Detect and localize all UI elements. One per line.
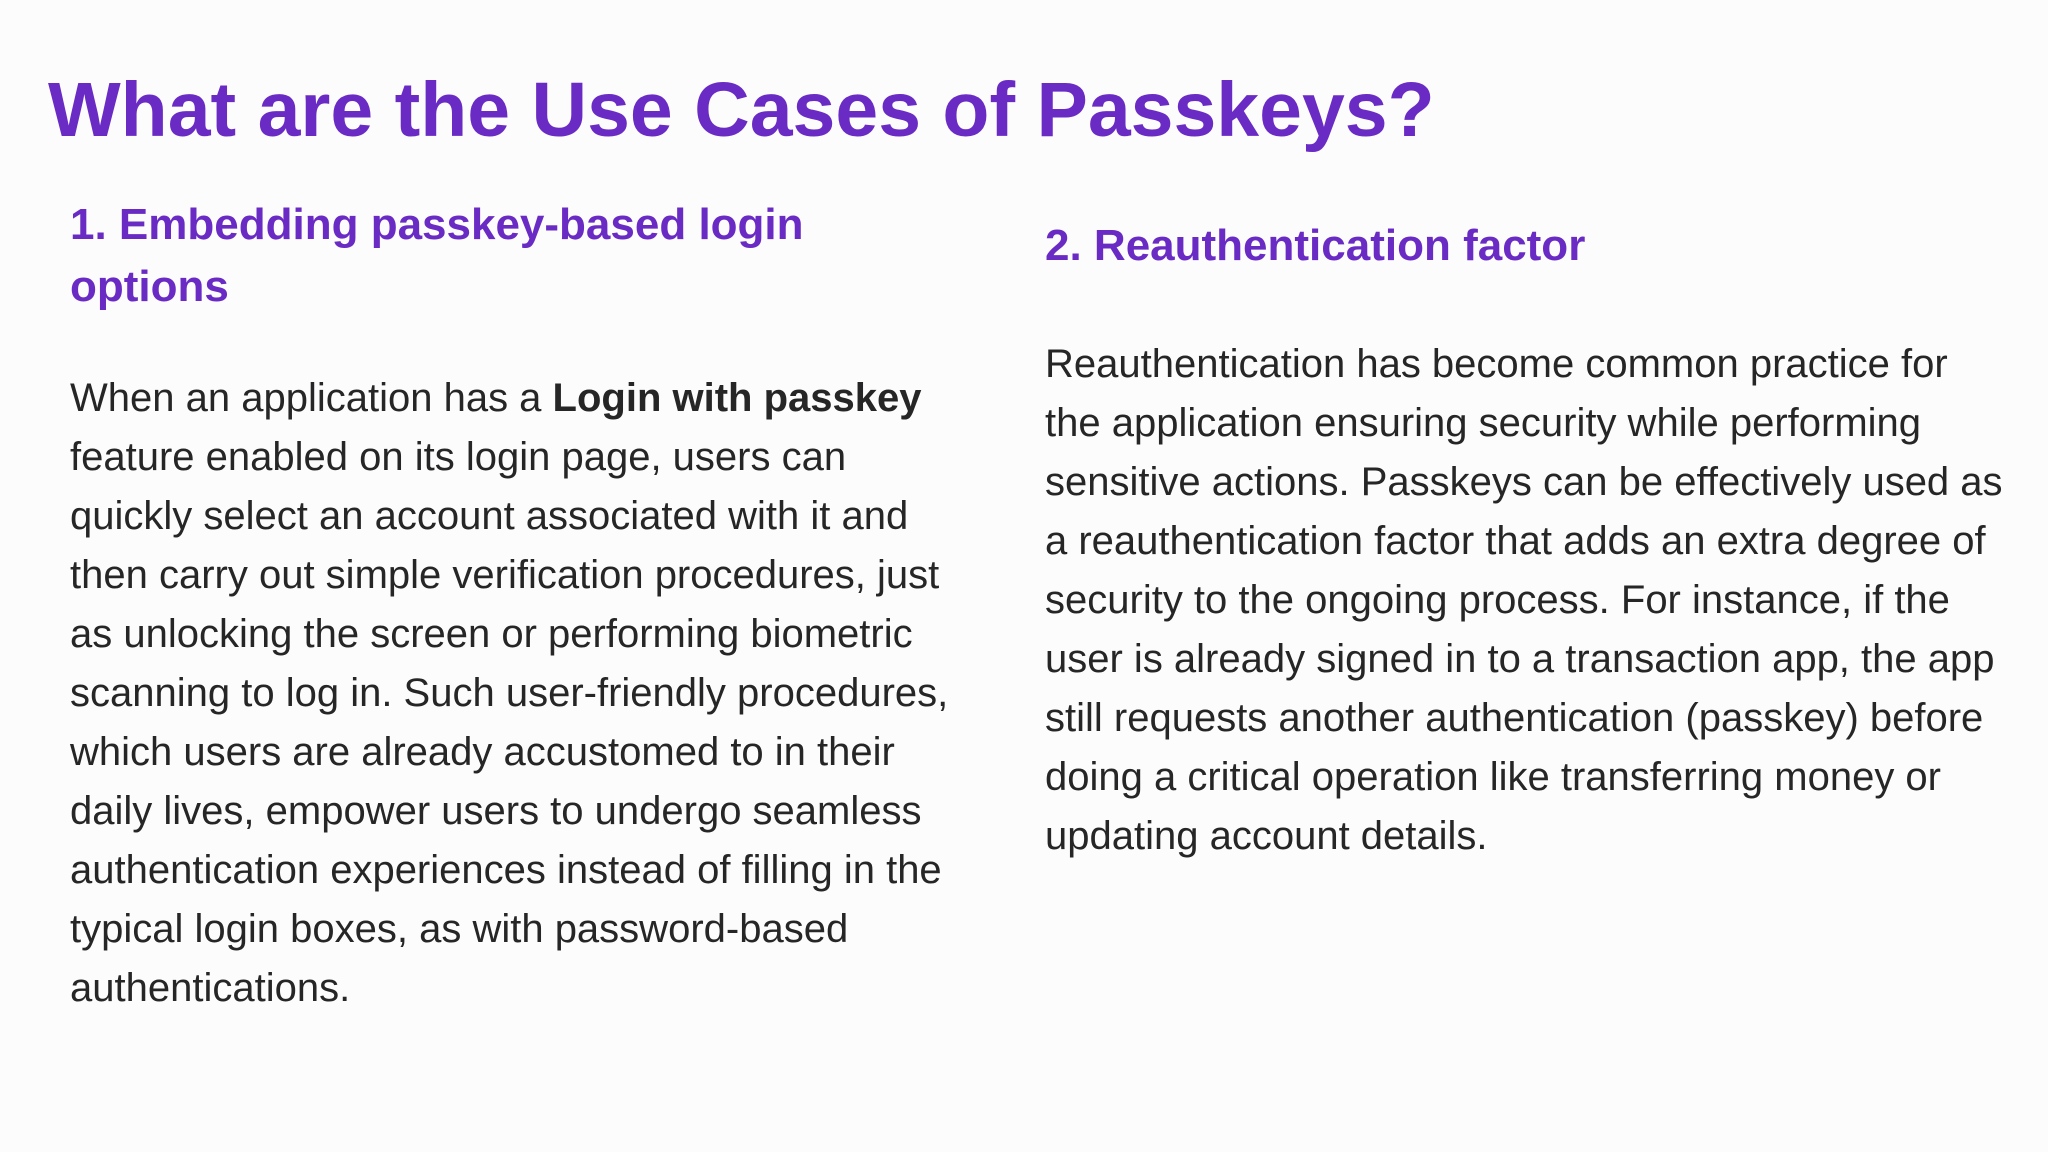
- description-intro: When an application has a: [70, 376, 553, 420]
- heading-line-2: options: [70, 262, 229, 311]
- use-case-heading: 2. Reauthentication factor: [1045, 221, 1586, 270]
- slide-title: What are the Use Cases of Passkeys?: [48, 67, 1435, 153]
- use-case-description: [70, 369, 950, 1018]
- description-rest: feature enabled on its login page, users can quickly select an account associated with it and then carry out simple verification procedures, just as unlocking the screen or performing biometric scanning to log in. Such user-friendly procedures, which users are already accustomed to in their daily lives, empower users to undergo seamless authentication experiences instead of filling in the typical login boxes, as with password-based authentications.: [70, 435, 949, 1010]
- use-case-description: Reauthentication has become common practice for the application ensuring security while performing sensitive actions. Passkeys can be effectively used as a reauthentication factor that adds an extra degree of security to the ongoing process. For instance, if the user is already signed in to a transaction app, the app still requests another authentication (passkey) before doing a critical operation like transferring money or updating account details.: [1045, 342, 2003, 858]
- use-case-heading: [70, 194, 970, 318]
- heading-line-1: 1. Embedding passkey-based login: [70, 200, 804, 249]
- feature-name-bold: Login with passkey: [552, 376, 922, 420]
